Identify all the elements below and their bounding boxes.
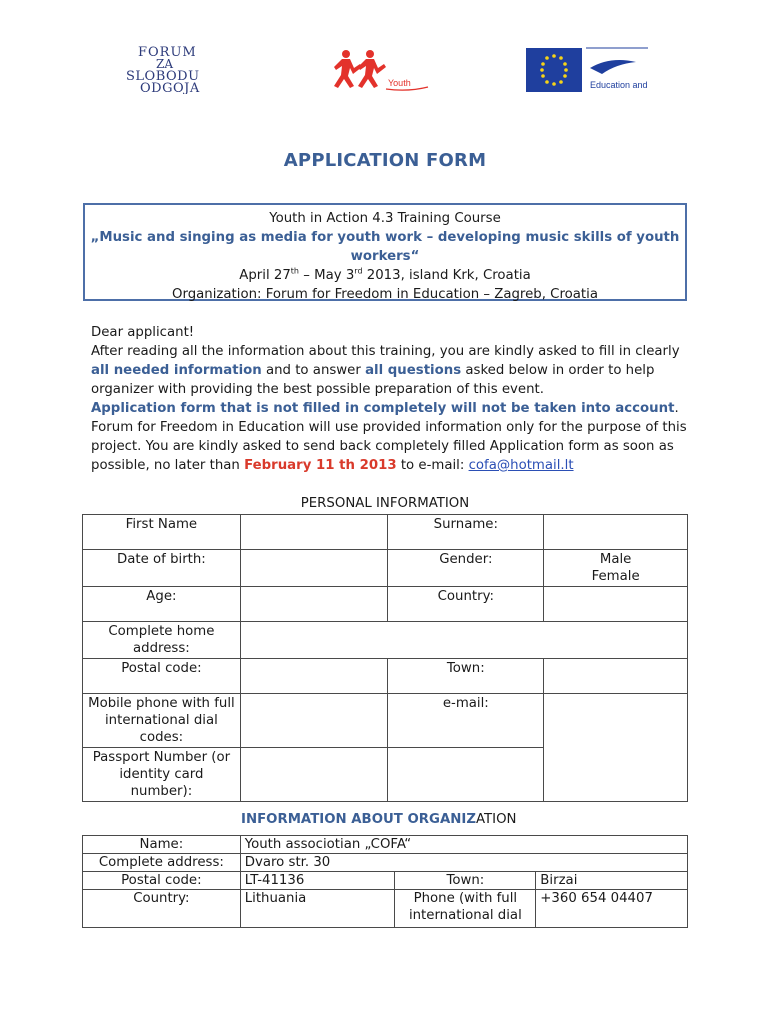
first-name-label: First Name (83, 515, 241, 550)
course-info-box (83, 203, 687, 301)
course-line1: Youth in Action 4.3 Training Course (269, 211, 501, 226)
org-postal-value[interactable]: LT-41136 (240, 872, 395, 890)
country-label: Country: (388, 587, 544, 622)
education-swoosh-icon (590, 60, 636, 74)
passport-label: Passport Number (or identity card number): (83, 748, 241, 802)
org-country-value[interactable]: Lithuania (240, 890, 395, 928)
eu-logo-text: Education and (590, 80, 648, 90)
org-address-label: Complete address: (83, 854, 241, 872)
org-name-value[interactable]: Youth associotian „COFA“ (240, 836, 687, 854)
org-name-label: Name: (83, 836, 241, 854)
age-label: Age: (83, 587, 241, 622)
org-country-label: Country: (83, 890, 241, 928)
forum-logo-line4: ODGOJA (140, 81, 200, 94)
youth-in-action-logo (332, 46, 430, 92)
gender-option-female: Female (591, 569, 640, 584)
passport-field[interactable] (240, 748, 388, 802)
personal-info-table (82, 514, 688, 802)
mobile-label: Mobile phone with full international dial codes: (83, 694, 241, 748)
gender-label: Gender: (388, 550, 544, 587)
address-field[interactable] (240, 622, 687, 659)
postal-field[interactable] (240, 659, 388, 694)
country-field[interactable] (544, 587, 688, 622)
email-field[interactable] (544, 694, 688, 802)
org-postal-label: Postal code: (83, 872, 241, 890)
forum-logo-line2: ZA (156, 57, 174, 71)
age-field[interactable] (240, 587, 388, 622)
surname-label: Surname: (388, 515, 544, 550)
course-title: „Music and singing as media for youth work – developing music skills of youth workers“ (90, 230, 680, 264)
first-name-field[interactable] (240, 515, 388, 550)
org-phone-label: Phone (with full international dial (395, 890, 536, 928)
surname-field[interactable] (544, 515, 688, 550)
forum-logo-line1: FORUM (138, 45, 197, 60)
greeting: Dear applicant! (91, 325, 195, 340)
passport-extra-field[interactable] (388, 748, 544, 802)
course-dates: April 27th – May 3rd 2013, island Krk, Croatia (239, 266, 531, 283)
deadline: February 11 th 2013 (244, 458, 397, 473)
course-organization: Organization: Forum for Freedom in Education – Zagreb, Croatia (172, 287, 598, 302)
dob-field[interactable] (240, 550, 388, 587)
intro-paragraph-1: After reading all the information about this training, you are kindly asked to fill in clearly all needed information and to answer all questions asked below in order to help organizer with providing the best possible preparation of this event. (91, 344, 680, 397)
gender-options[interactable] (544, 550, 688, 587)
org-town-value[interactable]: Birzai (536, 872, 688, 890)
org-address-value[interactable]: Dvaro str. 30 (240, 854, 687, 872)
gender-option-male: Male (599, 552, 632, 567)
organization-table (82, 835, 688, 928)
mobile-field[interactable] (240, 694, 388, 748)
org-phone-value[interactable]: +360 654 04407 (536, 890, 688, 928)
town-label: Town: (388, 659, 544, 694)
warning-text: Application form that is not filled in completely will not be taken into account. (91, 401, 679, 416)
personal-section-title: PERSONAL INFORMATION (300, 496, 470, 511)
forum-logo-line3: SLOBODU (126, 69, 200, 84)
postal-label: Postal code: (83, 659, 241, 694)
intro-text (91, 323, 691, 475)
address-label: Complete home address: (83, 622, 241, 659)
dob-label: Date of birth: (83, 550, 241, 587)
intro-paragraph-2: Forum for Freedom in Education will use provided information only for the purpose of this project. You are kindly asked to send back completely filled Application form as soon as possible, no later than February 11 th 2013 to e-mail: cofa@hotmail.lt (91, 420, 687, 473)
email-label: e-mail: (388, 694, 544, 748)
header-logos (0, 40, 770, 100)
contact-email-link[interactable]: cofa@hotmail.lt (468, 458, 574, 473)
page-title: APPLICATION FORM (283, 150, 487, 171)
running-figures-icon (334, 50, 386, 88)
town-field[interactable] (544, 659, 688, 694)
youth-logo-text: Youth (388, 78, 411, 88)
forum-logo (120, 42, 220, 94)
org-town-label: Town: (395, 872, 536, 890)
org-section-title: INFORMATION ABOUT ORGANIZATION (241, 812, 517, 827)
eu-education-logo (524, 44, 650, 96)
